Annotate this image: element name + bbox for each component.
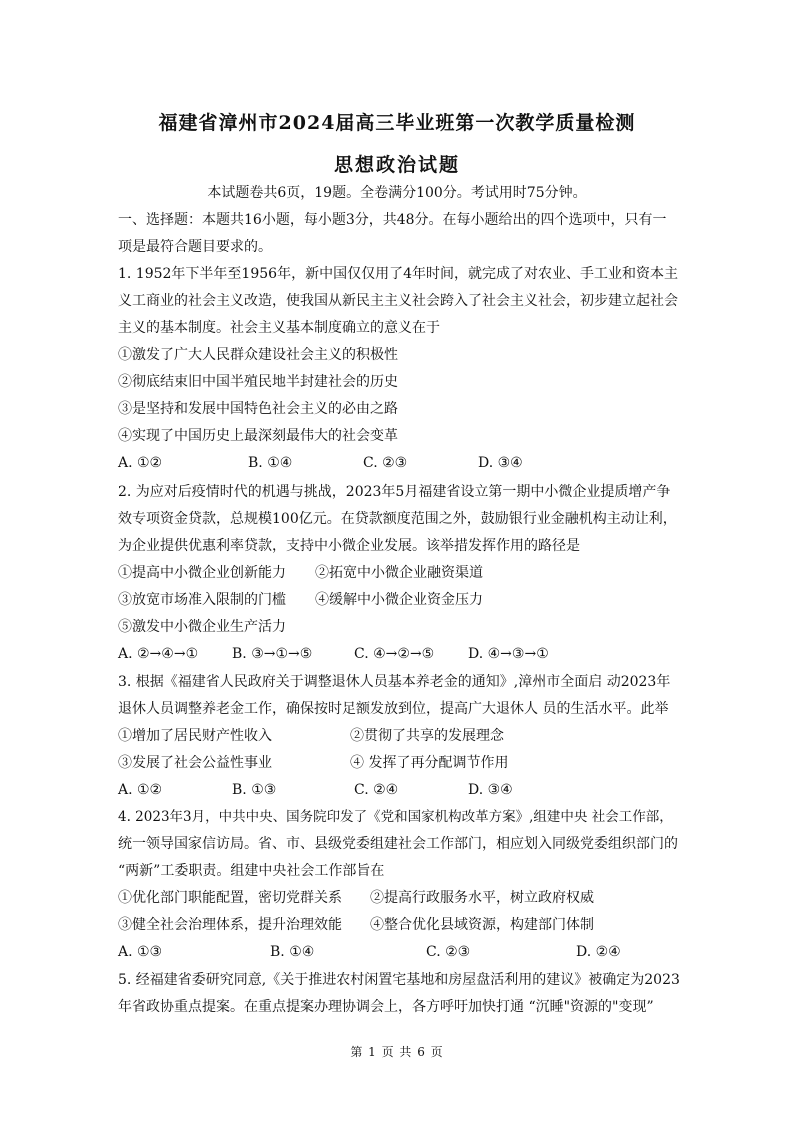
statement-item: ⑤激发中小微企业生产活力 — [118, 619, 286, 635]
option-a: A. ①③ — [118, 944, 163, 960]
option-a: A. ②→④→① — [118, 646, 199, 662]
option-b: B. ①④ — [270, 944, 315, 960]
page-title: 福建省漳州市2024届高三毕业班第一次教学质量检测 — [158, 112, 636, 134]
option-d: D. ②④ — [576, 944, 621, 960]
statement-item: ④整合优化县域资源，构建部门体制 — [370, 917, 594, 933]
question-text: 5. 经福建省委研究同意,《关于推进农村闲置宅基地和房屋盘活利用的建议》被确定为2023 — [118, 972, 680, 988]
question-text: 4. 2023年3月，中共中央、国务院印发了《党和国家机构改革方案》,组建中央 社会工作部， — [118, 809, 673, 825]
question-text: “两新”工委职责。组建中央社会工作部旨在 — [118, 863, 385, 879]
option-a: A. ①② — [118, 455, 163, 471]
statement-item: ③放宽市场准入限制的门槛 — [118, 592, 286, 608]
question-text: 年省政协重点提案。在重点提案办理协调会上，各方呼吁加快打通 “沉睡"资源的"变现” — [118, 999, 654, 1015]
statement-item: ①增加了居民财产性收入 — [118, 728, 272, 744]
statement-item: ③发展了社会公益性事业 — [118, 755, 272, 771]
option-b: B. ①③ — [232, 782, 277, 798]
statement-item: ②拓宽中小微企业融资渠道 — [315, 565, 483, 581]
option-d: D. ④→③→① — [468, 646, 549, 662]
statement-item: ①激发了广大人民群众建设社会主义的积极性 — [118, 347, 398, 363]
statement-item: ②提高行政服务水平，树立政府权威 — [370, 890, 594, 906]
option-d: D. ③④ — [468, 782, 513, 798]
option-c: C. ②③ — [363, 455, 408, 471]
statement-item: ②彻底结束旧中国半殖民地半封建社会的历史 — [118, 374, 398, 390]
question-text: 1. 1952年下半年至1956年，新中国仅仅用了4年时间，就完成了对农业、手工业和资本主 — [118, 266, 678, 282]
statement-item: ④缓解中小微企业资金压力 — [315, 592, 483, 608]
statement-item: ④ 发挥了再分配调节作用 — [350, 755, 509, 771]
question-text: 3. 根据《福建省人民政府关于调整退休人员基本养老金的通知》,漳州市全面启 动2023年 — [118, 674, 671, 690]
option-d: D. ③④ — [478, 455, 523, 471]
option-b: B. ③→①→⑤ — [232, 646, 313, 662]
section-heading: 一、选择题：本题共16小题，每小题3分，共48分。在每小题给出的四个选项中，只有一 — [118, 212, 667, 228]
question-text: 主义的基本制度。社会主义基本制度确立的意义在于 — [118, 320, 440, 336]
statement-item: ③是坚持和发展中国特色社会主义的必由之路 — [118, 401, 398, 417]
option-a: A. ①② — [118, 782, 163, 798]
option-c: C. ②④ — [354, 782, 399, 798]
option-c: C. ②③ — [426, 944, 471, 960]
statement-item: ②贯彻了共享的发展理念 — [350, 728, 504, 744]
statement-item: ④实现了中国历史上最深刻最伟大的社会变革 — [118, 428, 398, 444]
question-text: 退休人员调整养老金工作，确保按时足额发放到位，提高广大退休人 员的生活水平。此举 — [118, 701, 669, 717]
question-text: 为企业提供优惠利率贷款，支持中小微企业发展。该举措发挥作用的路径是 — [118, 538, 580, 554]
option-c: C. ④→②→⑤ — [354, 646, 435, 662]
question-text: 统一领导国家信访局。省、市、县级党委组建社会工作部门，相应划入同级党委组织部门的 — [118, 836, 678, 852]
statement-item: ①优化部门职能配置，密切党群关系 — [118, 890, 342, 906]
page-subtitle: 思想政治试题 — [333, 154, 460, 176]
question-text: 2. 为应对后疫情时代的机遇与挑战，2023年5月福建省设立第一期中小微企业提质增产争 — [118, 484, 671, 500]
section-heading-cont: 项是最符合题目要求的。 — [118, 239, 272, 255]
intro-text: 本试题卷共6页，19题。全卷满分100分。考试用时75分钟。 — [207, 185, 587, 201]
question-text: 义工商业的社会主义改造，使我国从新民主主义社会跨入了社会主义社会，初步建立起社会 — [118, 293, 678, 309]
option-b: B. ①④ — [248, 455, 293, 471]
statement-item: ①提高中小微企业创新能力 — [118, 565, 286, 581]
statement-item: ③健全社会治理体系，提升治理效能 — [118, 917, 342, 933]
question-text: 效专项资金贷款，总规模100亿元。在贷款额度范围之外，鼓励银行业金融机构主动让利， — [118, 511, 677, 527]
page-footer: 第 1 页 共 6 页 — [350, 1045, 444, 1059]
